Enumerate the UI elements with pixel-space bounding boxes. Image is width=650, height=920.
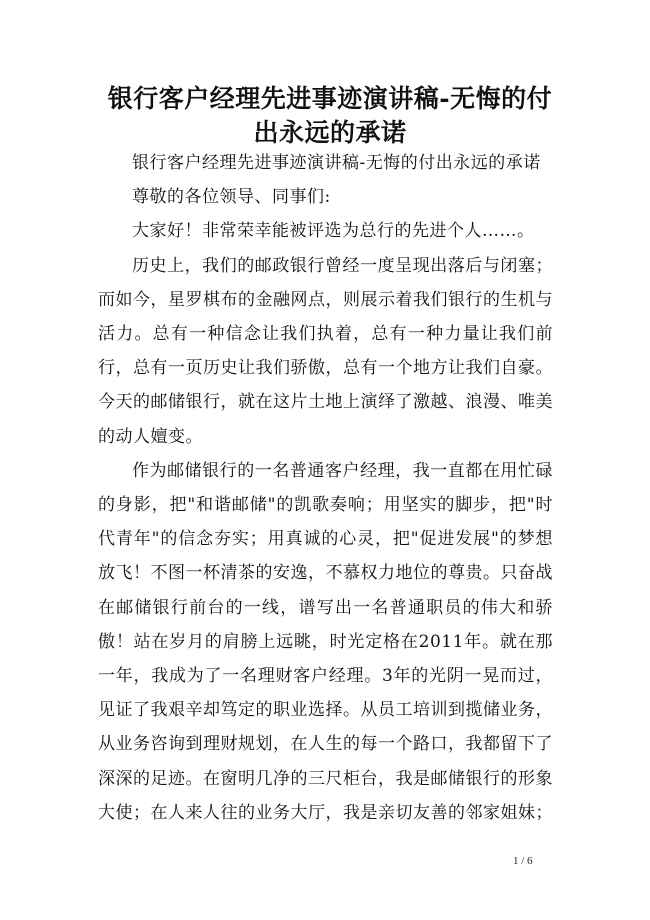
paragraph-greeting: 大家好！非常荣幸能被评选为总行的先进个人……。 [132, 221, 535, 242]
document-body [98, 146, 553, 830]
page-number: 1 / 6 [513, 855, 533, 867]
paragraph-history: 历史上，我们的邮政银行曾经一度呈现出落后与闭塞；而如今，星罗棋布的金融网点，则展示着我们银行的生机与活力。总有一种信念让我们执着，总有一种力量让我们前行，总有一页历史让我们骄傲，总有一个地方让我们自豪。今天的邮储银行，就在这片土地上演绎了激越、浪漫、唯美的动人嬗变。 [98, 255, 553, 447]
paragraph-subtitle: 银行客户经理先进事迹演讲稿-无悔的付出永远的承诺 [132, 153, 541, 173]
paragraph-salutation: 尊敬的各位领导、同事们: [132, 187, 331, 208]
document-title: 银行客户经理先进事迹演讲稿-无悔的付出永远的承诺 [107, 84, 553, 147]
paragraph-role: 作为邮储银行的一名普通客户经理，我一直都在用忙碌的身影，把"和谐邮储"的凯歌奏响；用坚实的脚步，把"时代青年"的信念夯实；用真诚的心灵，把"促进发展"的梦想放飞！不图一杯清茶的安逸，不慕权力地位的尊贵。只奋战在邮储银行前台的一线，谱写出一名普通职员的伟大和骄傲！站在岁月的肩膀上远眺，时光定格在2011年。就在那一年，我成为了一名理财客户经理。3年的光阴一晃而过，见证了我艰辛却笃定的职业选择。从员工培训到揽储业务，从业务咨询到理财规划，在人生的每一个路口，我都留下了深深的足迹。在窗明几净的三尺柜台，我是邮储银行的形象大使；在人来人往的业务大厅，我是亲切友善的邻家姐妹； [98, 460, 553, 823]
